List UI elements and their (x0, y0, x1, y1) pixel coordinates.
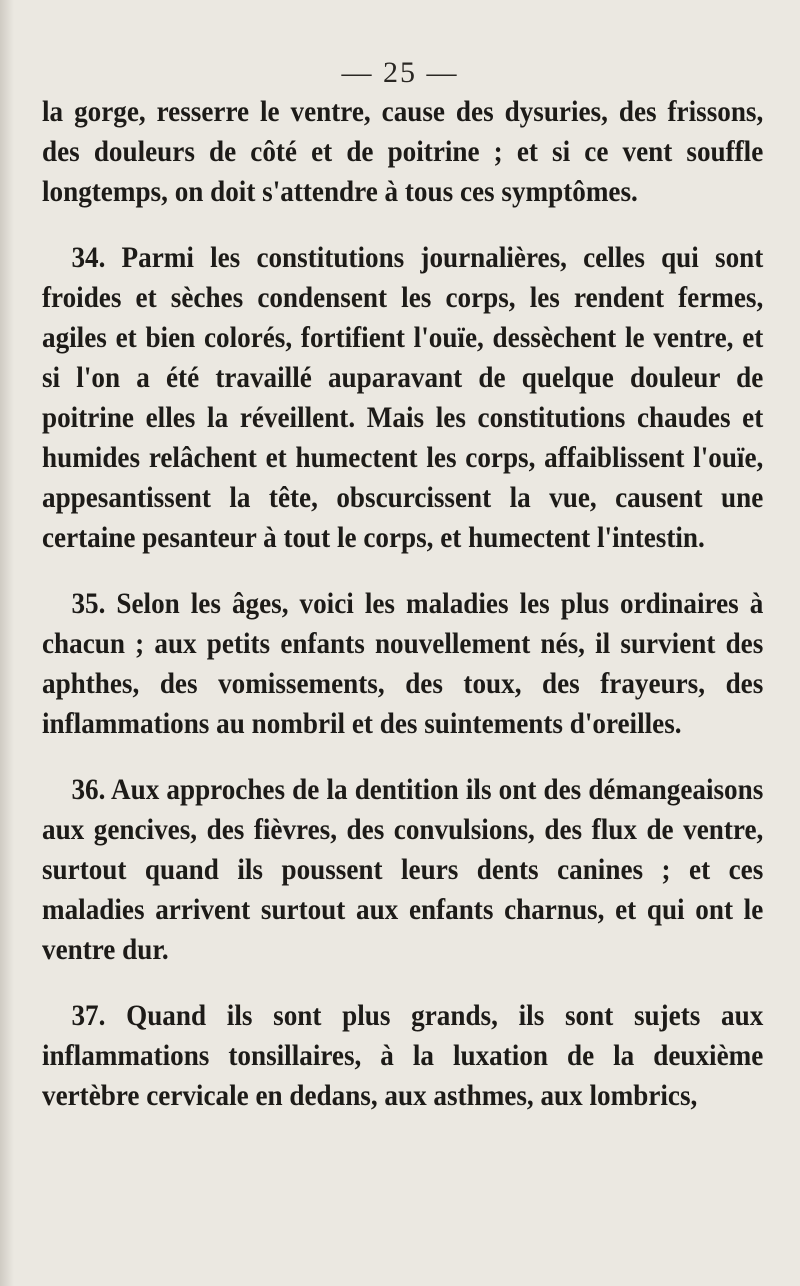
paragraph-37: 37. Quand ils sont plus grands, ils sont sujets aux inflammations tonsillaires, à la luxation de la deuxième vertèbre cervicale en dedans, aux asthmes, aux lombrics, (42, 1000, 764, 1112)
page-body (42, 92, 763, 1142)
paragraph-continuation: la gorge, resserre le ventre, cause des dysuries, des frissons, des douleurs de côté et de poitrine ; et si ce vent souffle longtemps, on doit s'attendre à tous ces symptômes. (42, 96, 764, 208)
paragraph-36: 36. Aux approches de la dentition ils ont des démangeaisons aux gencives, des fièvres, des convulsions, des flux de ventre, surtout quand ils poussent leurs dents canines ; et ces maladies arrivent surtout aux enfants charnus, et qui ont le ventre dur. (42, 774, 764, 966)
page-number: — 25 — (341, 56, 459, 89)
page-edge-shadow (0, 0, 14, 1286)
paragraph-34: 34. Parmi les constitutions journalières, celles qui sont froides et sèches condensent les corps, les rendent fermes, agiles et bien colorés, fortifient l'ouïe, dessèchent le ventre, et si l'on a été travaillé auparavant de quelque douleur de poitrine elles la réveillent. Mais les constitutions chaudes et humides relâchent et humectent les corps, affaiblissent l'ouïe, appesantissent la tête, obscurcissent la vue, causent une certaine pesanteur à tout le corps, et humectent l'intestin. (42, 242, 764, 554)
paragraph-35: 35. Selon les âges, voici les maladies les plus ordinaires à chacun ; aux petits enfants nouvellement nés, il survient des aphthes, des vomissements, des toux, des frayeurs, des inflammations au nombril et des suintements d'oreilles. (42, 588, 764, 740)
